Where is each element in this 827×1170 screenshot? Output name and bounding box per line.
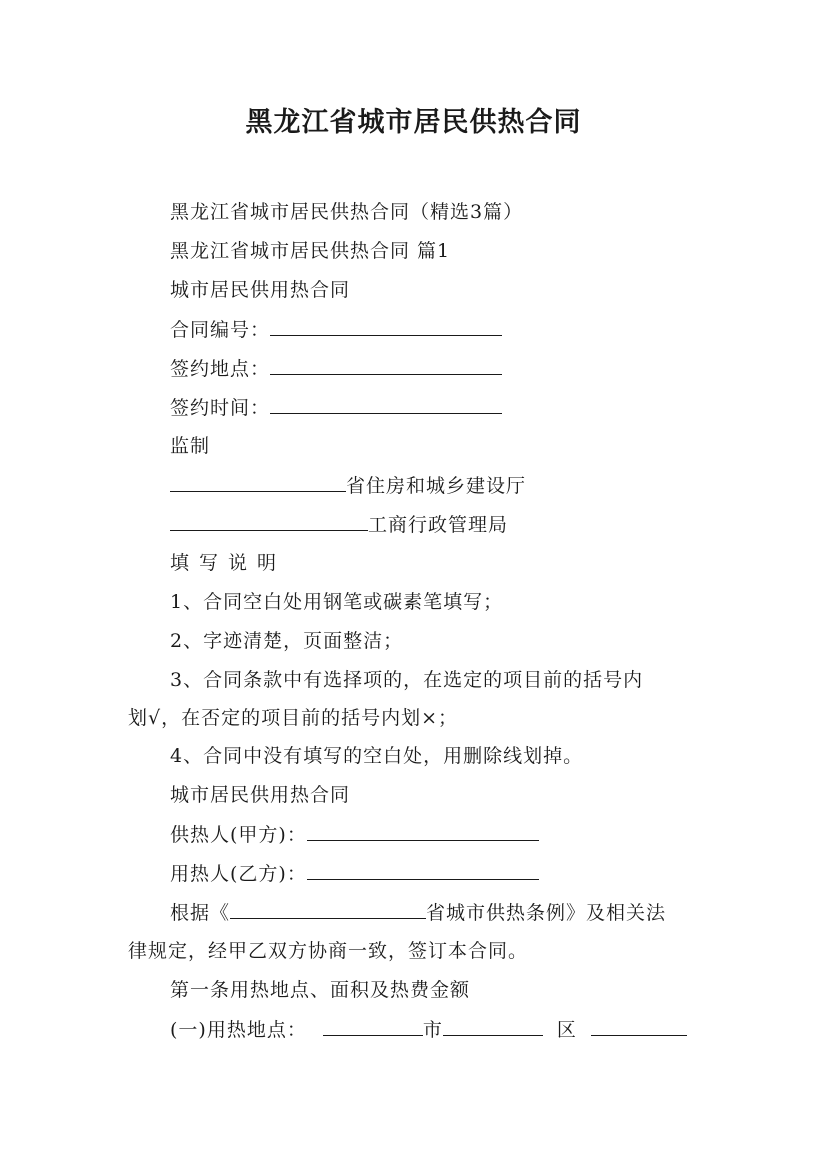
commerce-bureau-label: 工商行政管理局: [368, 514, 509, 536]
city-blank: [323, 1017, 423, 1036]
housing-dept-label: 省住房和城乡建设厅: [346, 475, 527, 497]
party-b-label: 用热人(乙方)：: [170, 863, 307, 885]
instruction-2: 2、字迹清楚，页面整洁；: [170, 630, 404, 652]
instruction-4: 4、合同中没有填写的空白处，用删除线划掉。: [170, 745, 584, 767]
district-prefix-blank: [443, 1017, 543, 1036]
regulation-province-blank: [230, 900, 426, 919]
instruction-3a: 3、合同条款中有选择项的，在选定的项目前的括号内: [170, 669, 644, 691]
commerce-bureau-line: [170, 512, 750, 537]
party-a-line: [170, 822, 750, 847]
heat-location-line: [170, 1017, 750, 1042]
contract-number-label: 合同编号：: [170, 319, 271, 341]
province-blank: [170, 473, 346, 492]
sign-place-line: [170, 356, 750, 381]
doc-subtitle: 黑龙江省城市居民供热合同（精选3篇）: [170, 201, 524, 223]
contract-number-blank: [270, 317, 502, 336]
district-label: 区: [556, 1019, 577, 1041]
city-label: 市: [422, 1019, 443, 1041]
document-title: 黑龙江省城市居民供热合同: [245, 107, 582, 138]
sign-place-label: 签约地点：: [170, 358, 271, 380]
contract-name: 城市居民供用热合同: [170, 279, 351, 301]
district-blank: [591, 1017, 687, 1036]
party-b-line: [170, 861, 750, 886]
supervision-label: 监制: [170, 435, 211, 457]
contract-name-2: 城市居民供用热合同: [170, 784, 351, 806]
article-1-heading: 第一条用热地点、面积及热费金额: [170, 979, 471, 1001]
basis-prefix: 根据《: [170, 902, 231, 924]
heat-location-label: (一)用热地点：: [170, 1019, 307, 1041]
basis-line-2: 律规定，经甲乙双方协商一致，签订本合同。: [128, 940, 529, 962]
party-a-label: 供热人(甲方)：: [170, 824, 307, 846]
instruction-3b: 划√，在否定的项目前的括号内划×；: [128, 707, 459, 729]
party-a-blank: [307, 822, 539, 841]
contract-number-line: [170, 317, 750, 342]
doc-section-heading: 黑龙江省城市居民供热合同 篇1: [170, 240, 451, 262]
sign-time-label: 签约时间：: [170, 397, 271, 419]
party-b-blank: [307, 861, 539, 880]
basis-suffix: 省城市供热条例》及相关法: [426, 902, 667, 924]
housing-dept-line: [170, 473, 750, 498]
sign-time-line: [170, 395, 750, 420]
instructions-heading: 填写说明: [170, 552, 287, 574]
sign-place-blank: [270, 356, 502, 375]
bureau-blank: [170, 512, 368, 531]
instruction-1: 1、合同空白处用钢笔或碳素笔填写；: [170, 591, 504, 613]
basis-line-1: [170, 900, 750, 925]
sign-time-blank: [270, 395, 502, 414]
